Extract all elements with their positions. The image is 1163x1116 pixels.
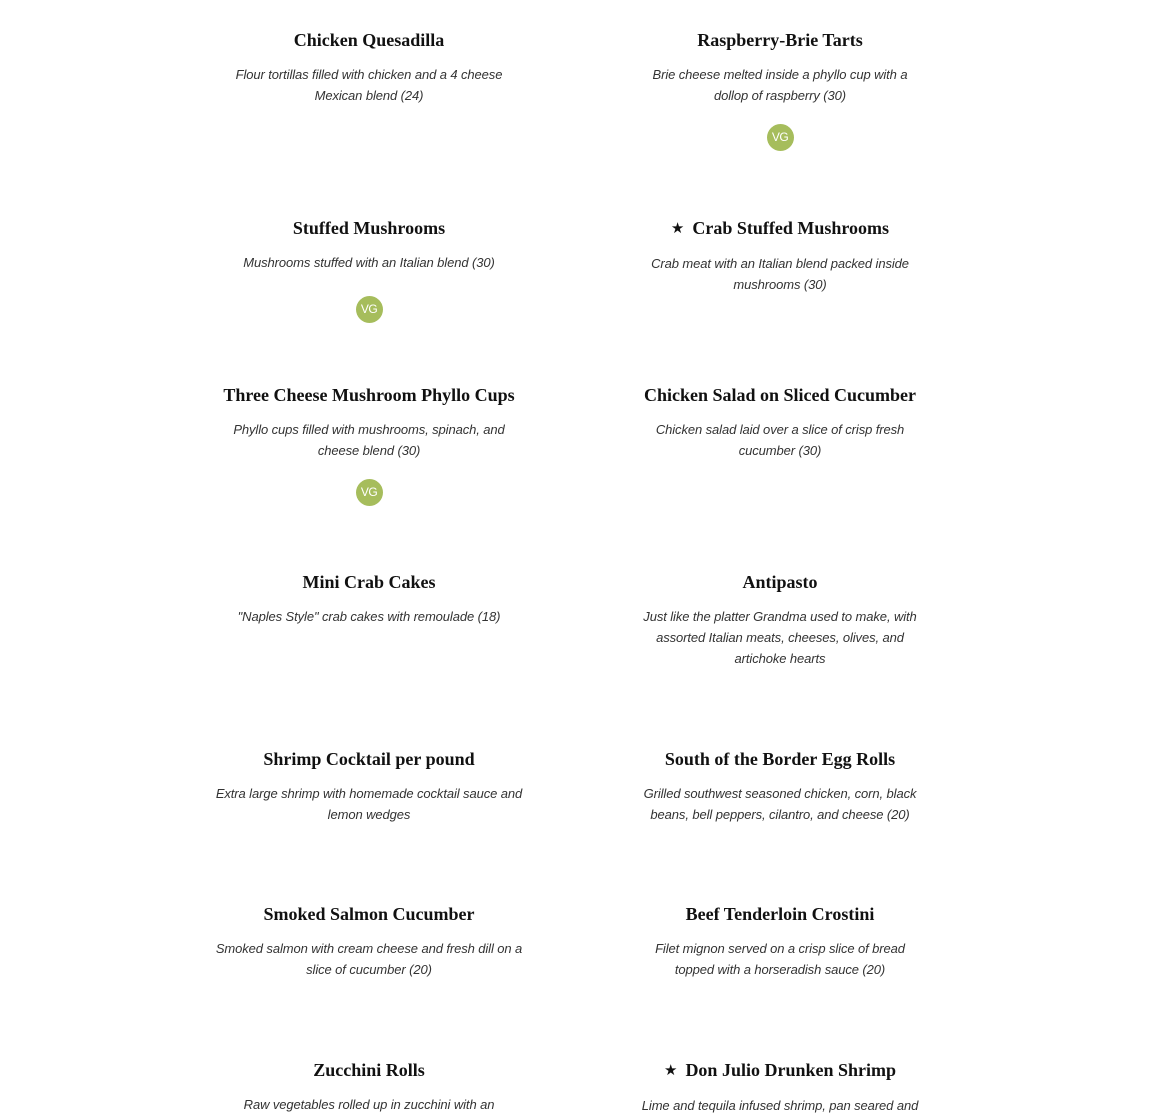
menu-item-south-of-the-border-egg-rolls <box>620 747 940 825</box>
menu-item-mini-crab-cakes <box>209 570 529 627</box>
menu-item-don-julio-drunken-shrimp <box>620 1058 940 1116</box>
item-description: Just like the platter Grandma used to make, with assorted Italian meats, cheeses, olives, and artichoke hearts <box>643 609 917 666</box>
item-title: Chicken Salad on Sliced Cucumber <box>643 385 917 405</box>
menu-item-three-cheese-mushroom-phyllo-cups <box>209 383 529 506</box>
menu-item-chicken-salad-on-sliced-cucumber <box>620 383 940 461</box>
item-description: Crab meat with an Italian blend packed inside mushrooms (30) <box>651 256 909 292</box>
item-title: Don Julio Drunken Shrimp <box>685 1060 896 1080</box>
item-title: Zucchini Rolls <box>313 1060 425 1080</box>
item-title: Chicken Quesadilla <box>293 30 445 50</box>
menu-item-beef-tenderloin-crostini <box>620 902 940 980</box>
item-description: Extra large shrimp with homemade cocktail sauce and lemon wedges <box>215 786 523 822</box>
item-title: Three Cheese Mushroom Phyllo Cups <box>223 385 515 405</box>
menu-item-crab-stuffed-mushrooms <box>620 216 940 295</box>
menu-item-antipasto <box>620 570 940 669</box>
item-description: Lime and tequila infused shrimp, pan seared and <box>641 1098 919 1113</box>
star-icon: ★ <box>670 219 685 237</box>
item-description: "Naples Style" crab cakes with remoulade (18) <box>237 609 501 624</box>
vegetarian-badge: VG <box>356 479 383 506</box>
menu-item-smoked-salmon-cucumber <box>209 902 529 980</box>
item-description: Phyllo cups filled with mushrooms, spinach, and cheese blend (30) <box>233 422 505 458</box>
item-title-row <box>620 216 940 241</box>
menu-item-shrimp-cocktail-per-pound <box>209 747 529 825</box>
item-title: Crab Stuffed Mushrooms <box>692 218 890 238</box>
item-title: Raspberry-Brie Tarts <box>697 30 863 50</box>
item-description: Raw vegetables rolled up in zucchini with an <box>243 1097 495 1112</box>
item-description: Brie cheese melted inside a phyllo cup with a dollop of raspberry (30) <box>652 67 908 103</box>
item-title: South of the Border Egg Rolls <box>664 749 896 769</box>
menu-item-chicken-quesadilla <box>209 28 529 106</box>
menu-item-stuffed-mushrooms <box>209 216 529 323</box>
item-description: Mushrooms stuffed with an Italian blend (30) <box>243 255 495 270</box>
item-title: Mini Crab Cakes <box>302 572 436 592</box>
item-description: Smoked salmon with cream cheese and fresh dill on a slice of cucumber (20) <box>215 941 523 977</box>
item-title: Stuffed Mushrooms <box>292 218 446 238</box>
item-description: Flour tortillas filled with chicken and a 4 cheese Mexican blend (24) <box>235 67 503 103</box>
menu-item-raspberry-brie-tarts <box>620 28 940 151</box>
item-title: Smoked Salmon Cucumber <box>263 904 475 924</box>
menu-item-zucchini-rolls <box>209 1058 529 1115</box>
item-description: Grilled southwest seasoned chicken, corn, black beans, bell peppers, cilantro, and cheese (20) <box>643 786 917 822</box>
item-description: Chicken salad laid over a slice of crisp fresh cucumber (30) <box>655 422 905 458</box>
item-title-row <box>620 1058 940 1083</box>
vegetarian-badge: VG <box>767 124 794 151</box>
vegetarian-badge: VG <box>356 296 383 323</box>
item-description: Filet mignon served on a crisp slice of bread topped with a horseradish sauce (20) <box>655 941 905 977</box>
item-title: Shrimp Cocktail per pound <box>263 749 475 769</box>
item-title: Beef Tenderloin Crostini <box>685 904 875 924</box>
item-title: Antipasto <box>742 572 818 592</box>
star-icon: ★ <box>663 1061 678 1079</box>
